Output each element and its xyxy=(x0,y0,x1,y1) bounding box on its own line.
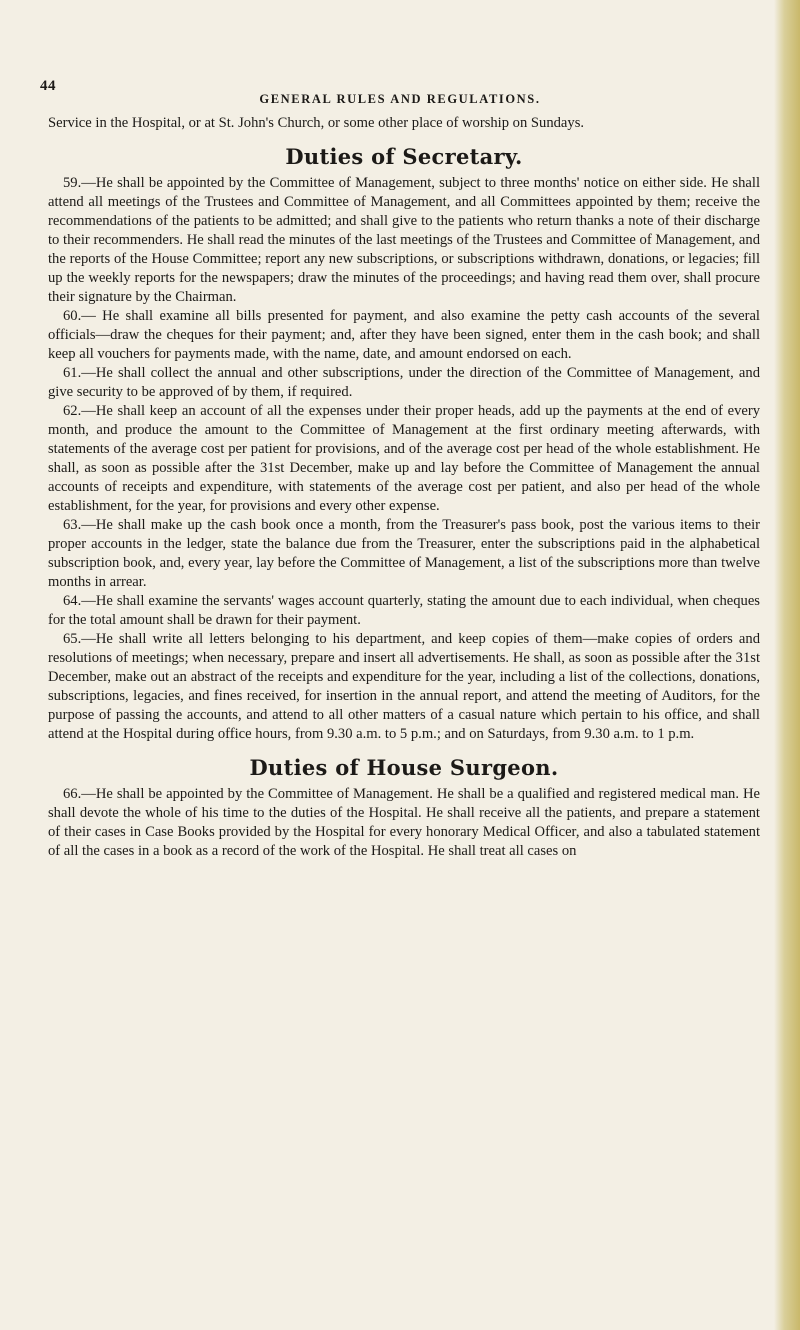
section-title-house-surgeon: Duties of House Surgeon. xyxy=(249,755,559,780)
rule-64: 64.—He shall examine the servants' wages account quarterly, stating the amount due to each individual, when cheques for the total amount shall be drawn for their payment. xyxy=(48,593,760,628)
section-title-secretary: Duties of Secretary. xyxy=(285,144,523,169)
rule-62: 62.—He shall keep an account of all the expenses under their proper heads, add up the payments at the end of every month, and produce the amount to the Committee of Management at the first ordinary meeting afterwards, with statements of the average cost per patient for provisions, and of the average cost per head of the whole establishment. He shall, as soon as possible after the 31st December, make up and lay before the Committee of Management the annual accounts of receipts and expenditure, with statements of the average cost per patient, and also per head of the whole establishment, for the year, for provisions and every other expense. xyxy=(48,403,760,514)
rule-61: 61.—He shall collect the annual and other subscriptions, under the direction of the Committee of Management, and give security to be approved of by them, if required. xyxy=(48,365,760,400)
page-body xyxy=(48,114,760,861)
rule-63: 63.—He shall make up the cash book once a month, from the Treasurer's pass book, post the various items to their proper accounts in the ledger, state the balance due from the Treasurer, enter the subscriptions paid in the alphabetical subscription book, and, every year, lay before the Committee of Management, a list of the subscriptions more than twelve months in arrear. xyxy=(48,517,760,590)
running-title: GENERAL RULES AND REGULATIONS. xyxy=(259,92,541,106)
rule-59: 59.—He shall be appointed by the Committee of Management, subject to three months' notice on either side. He shall attend all meetings of the Trustees and Committee of Management, and all Committees appointed by them; receive the recommendations of the patients to be admitted; and shall give to the patients who return thanks a note of their discharge to their recommenders. He shall read the minutes of the last meetings of the Trustees and Committee of Management, and the reports of the House Committee; report any new subscriptions, or subscriptions withdrawn, donations, or legacies; fill up the weekly reports for the newspapers; draw the minutes of the proceedings; and having read them over, shall procure their signature by the Chairman. xyxy=(48,175,760,305)
rule-66: 66.—He shall be appointed by the Committee of Management. He shall be a qualified and registered medical man. He shall devote the whole of his time to the duties of the Hospital. He shall receive all the patients, and prepare a statement of their cases in Case Books provided by the Hospital for every honorary Medical Officer, and also a tabulated statement of all the cases in a book as a record of the work of the Hospital. He shall treat all cases on xyxy=(48,786,760,859)
opening-paragraph: Service in the Hospital, or at St. John's Church, or some other place of worship on Sundays. xyxy=(48,115,585,131)
rule-60: 60.— He shall examine all bills presented for payment, and also examine the petty cash accounts of the several officials—draw the cheques for their payment; and, after they have been signed, enter them in the cash book; and shall keep all vouchers for payments made, with the name, date, and amount endorsed on each. xyxy=(48,308,760,362)
page-number: 44 xyxy=(40,78,56,94)
page-edge xyxy=(774,0,800,1330)
rule-65: 65.—He shall write all letters belonging to his department, and keep copies of them—make copies of orders and resolutions of meetings; when necessary, prepare and insert all advertisements. He shall, as soon as possible after the 31st December, make out an abstract of the receipts and expenditure for the year, including a list of the collections, donations, subscriptions, legacies, and fines received, for insertion in the annual report, and attend the meeting of Auditors, for the purpose of passing the accounts, and attend to all other matters of a casual nature which pertain to his office, and shall attend at the Hospital during office hours, from 9.30 a.m. to 5 p.m.; and on Saturdays, from 9.30 a.m. to 1 p.m. xyxy=(48,631,760,742)
